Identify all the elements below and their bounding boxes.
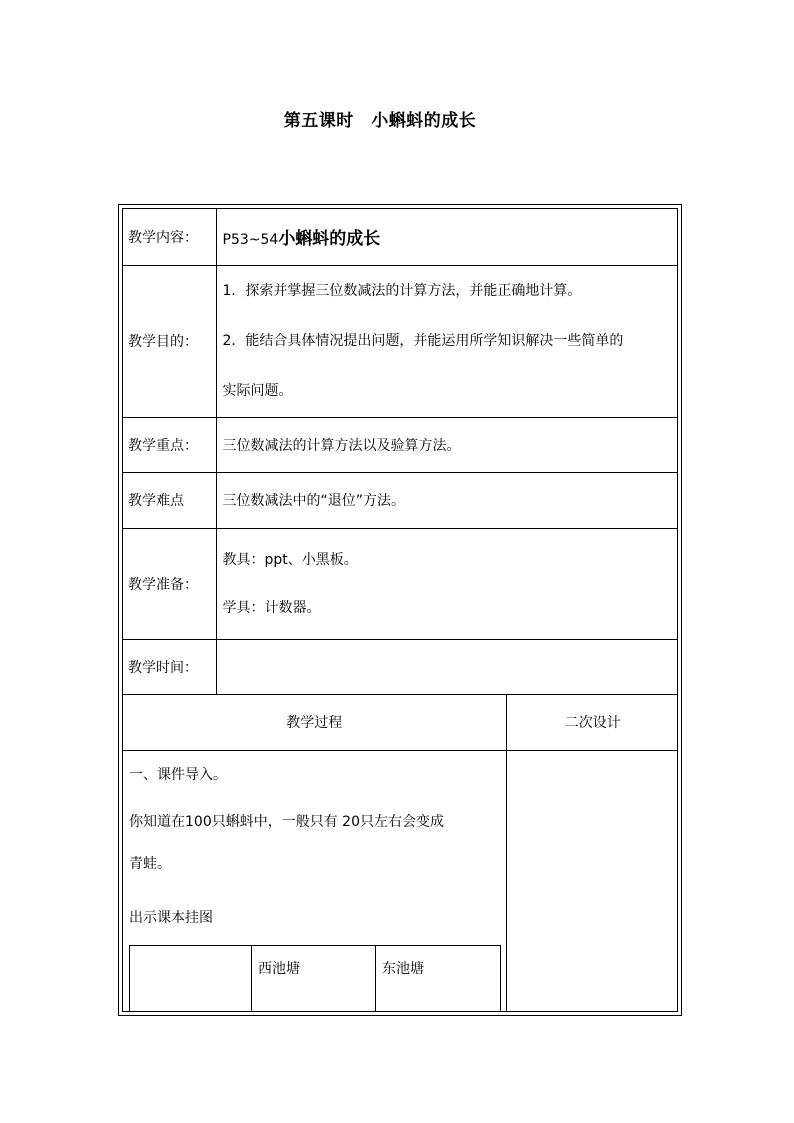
prep-student: 学具：计数器。: [222, 599, 321, 616]
page-title: 第五课时 小蝌蚪的成长: [283, 111, 477, 131]
value-time: [216, 639, 678, 694]
value-goal: [216, 265, 678, 417]
pond-west: 西池塘: [252, 945, 376, 1011]
redesign-body: [506, 750, 678, 1012]
process-body: [123, 750, 506, 1012]
label-difficulty: 教学难点: [123, 472, 216, 528]
row-headers: [123, 694, 678, 750]
value-focus: 三位数减法的计算方法以及验算方法。: [216, 417, 678, 472]
process-text-3: 出示课本挂图: [129, 909, 213, 926]
process-step-1: 一、课件导入。: [129, 766, 227, 783]
header-redesign: 二次设计: [506, 694, 678, 750]
label-goal: 教学目的：: [123, 265, 216, 417]
label-content: 教学内容：: [123, 209, 216, 265]
value-difficulty: 三位数减法中的“退位”方法。: [216, 472, 678, 528]
row-process: [123, 750, 678, 1012]
value-prep: [216, 528, 678, 639]
row-goal: [123, 265, 678, 417]
header-process: 教学过程: [123, 694, 506, 750]
content-topic: 小蝌蚪的成长: [278, 229, 381, 250]
goal-line-3: 实际问题。: [222, 383, 293, 399]
pond-table: [129, 945, 501, 1012]
label-time: 教学时间：: [123, 639, 216, 694]
row-difficulty: [123, 472, 678, 528]
lesson-plan-frame: [118, 204, 682, 1016]
label-focus: 教学重点：: [123, 417, 216, 472]
content-pages: P53~54: [222, 232, 279, 249]
pond-corner-cell: [130, 945, 252, 1011]
pond-east: 东池塘: [376, 945, 501, 1011]
lesson-plan-table: [123, 209, 678, 1012]
process-text-2: 青蛙。: [129, 855, 171, 872]
value-content: [216, 209, 678, 265]
prep-teacher: 教具：ppt、小黑板。: [222, 551, 358, 568]
lesson-plan-inner: [122, 208, 678, 1012]
row-content: [123, 209, 678, 265]
goal-line-2: 2．能结合具体情况提出问题，并能运用所学知识解决一些简单的: [222, 333, 624, 349]
goal-line-1: 1．探索并掌握三位数减法的计算方法，并能正确地计算。: [222, 283, 582, 299]
process-text-1: 你知道在100只蝌蚪中，一般只有 20只左右会变成: [129, 813, 444, 830]
row-time: [123, 639, 678, 694]
label-prep: 教学准备：: [123, 528, 216, 639]
row-focus: [123, 417, 678, 472]
row-prep: [123, 528, 678, 639]
pond-header-row: [130, 945, 501, 1011]
